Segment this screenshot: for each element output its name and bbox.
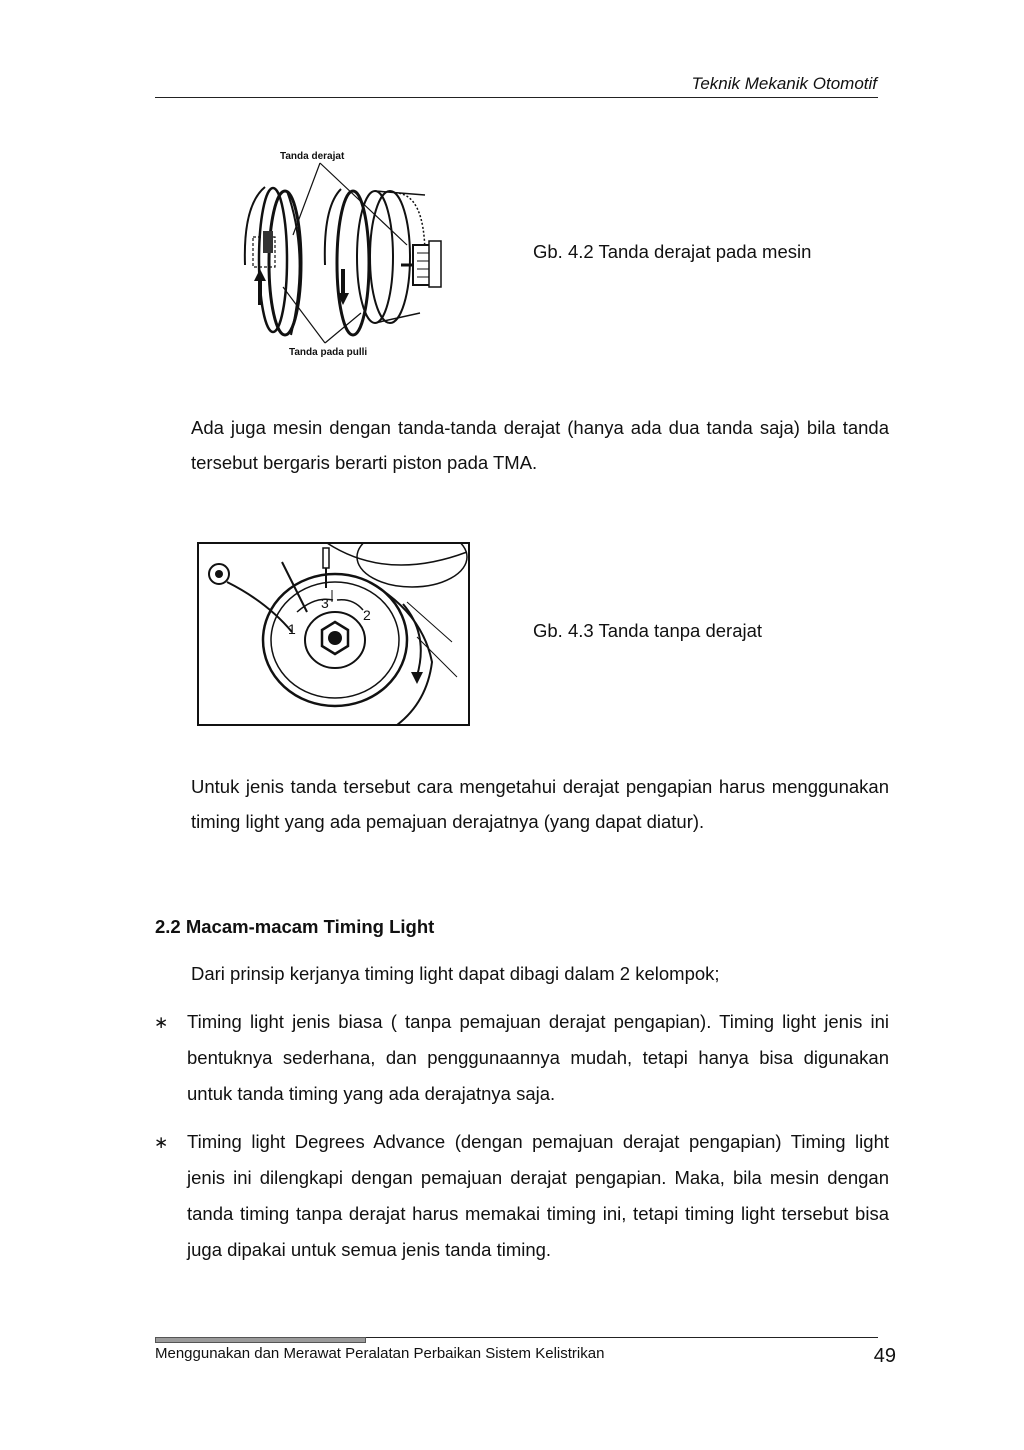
- running-header: Teknik Mekanik Otomotif: [691, 74, 877, 93]
- figure2-caption: Gb. 4.3 Tanda tanpa derajat: [533, 620, 763, 641]
- footer-text: Menggunakan dan Merawat Peralatan Perbaikan Sistem Kelistrikan: [155, 1345, 605, 1362]
- page-number: 49: [873, 1345, 896, 1367]
- paragraph-2: Untuk jenis tanda tersebut cara mengetahui derajat pengapian harus menggunakan timing light yang ada pemajuan derajatnya (yang dapat diatur).: [191, 776, 889, 832]
- figure-no-degree-marks: [197, 542, 470, 726]
- bullet-marker: ∗: [154, 1013, 169, 1032]
- figure1-caption: Gb. 4.2 Tanda derajat pada mesin: [533, 241, 812, 262]
- bullet-marker: ∗: [154, 1133, 169, 1152]
- figure1-label-bottom: Tanda pada pulli: [289, 347, 368, 358]
- bullet-item: Timing light jenis biasa ( tanpa pemajuan derajat pengapian). Timing light jenis ini bentuknya sederhana, dan penggunaannya mudah, tetapi hanya bisa digunakan untuk tanda timing yang ada derajatnya saja.: [187, 1011, 889, 1104]
- paragraph-1: Ada juga mesin dengan tanda-tanda derajat (hanya ada dua tanda saja) bila tanda tersebut bergaris berarti piston pada TMA.: [191, 417, 889, 473]
- header-rule: [155, 97, 878, 98]
- section-intro: Dari prinsip kerjanya timing light dapat dibagi dalam 2 kelompok;: [191, 963, 720, 984]
- figure-degree-marks: [225, 145, 455, 365]
- bullet-item: Timing light Degrees Advance (dengan pemajuan derajat pengapian) Timing light jenis ini dilengkapi dengan pemajuan derajat pengapian. Maka, bila mesin dengan tanda timing tanpa derajat harus memakai timing ini, tetapi timing light tersebut bisa juga dipakai untuk semua jenis tanda timing.: [187, 1131, 889, 1260]
- footer-accent-bar: [155, 1337, 366, 1343]
- figure2-mark-3: 3: [321, 595, 329, 611]
- figure2-mark-1: 1: [288, 621, 296, 637]
- figure1-label-top: Tanda derajat: [280, 151, 345, 162]
- figure2-mark-2: 2: [363, 607, 371, 623]
- section-heading: 2.2 Macam-macam Timing Light: [155, 916, 435, 937]
